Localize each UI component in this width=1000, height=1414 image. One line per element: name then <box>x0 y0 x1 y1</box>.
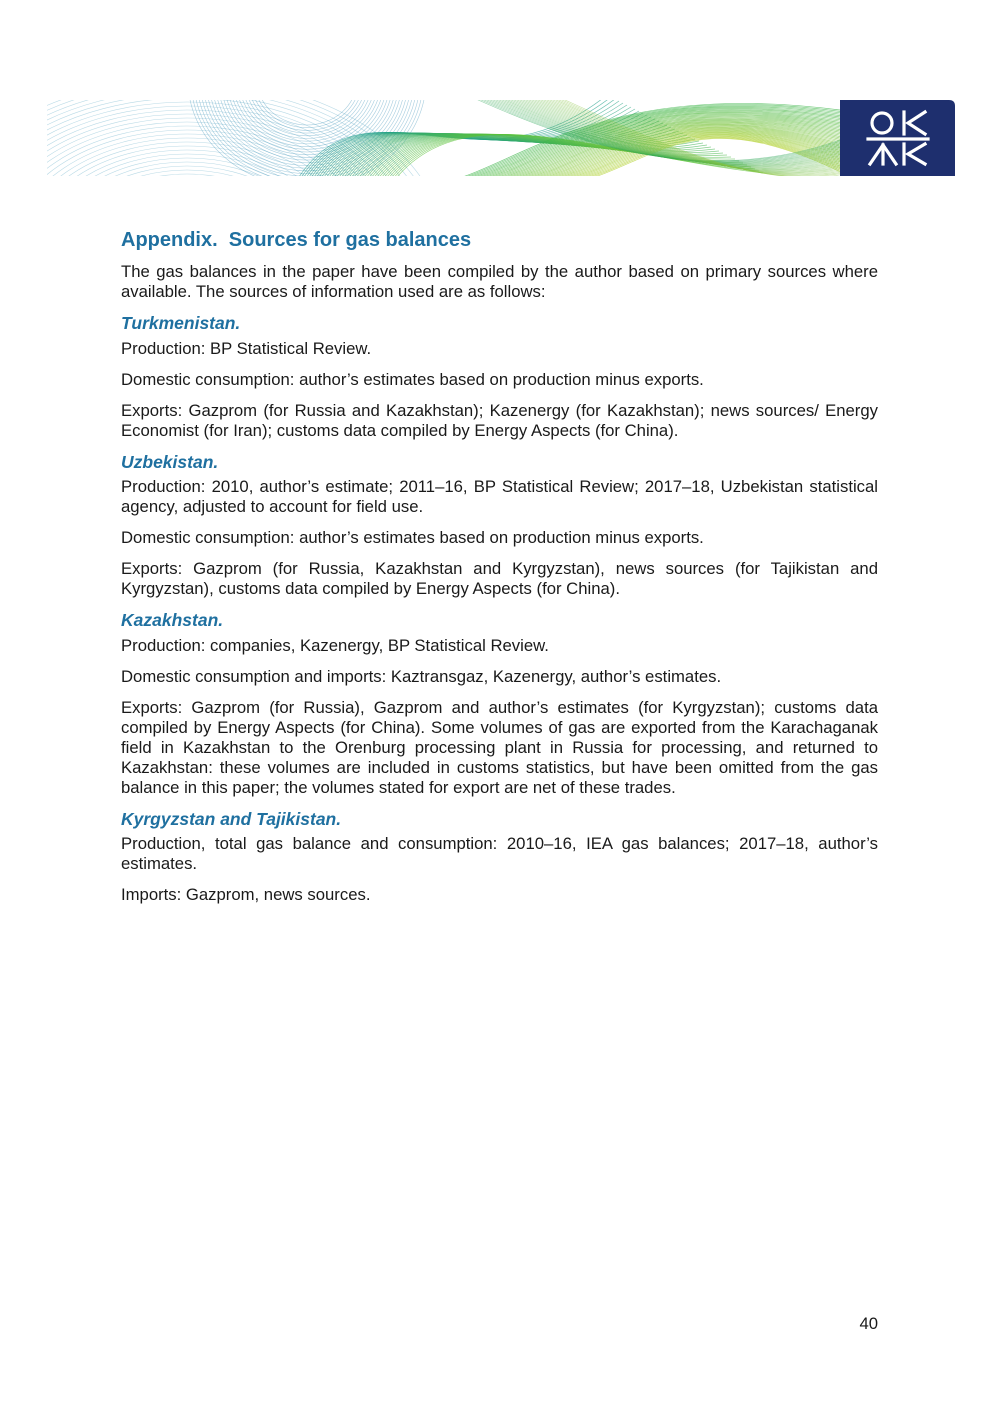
section-paragraph: Imports: Gazprom, news sources. <box>121 885 371 904</box>
section-heading: Uzbekistan. <box>121 451 219 472</box>
banner-wave-line <box>47 134 361 176</box>
section-heading: Turkmenistan. <box>121 313 241 333</box>
banner-wave-line <box>251 100 363 130</box>
section-heading: Kazakhstan. <box>121 610 224 630</box>
banner-wave-line <box>248 100 366 133</box>
banner-wave-line <box>47 130 367 176</box>
header-banner <box>47 100 955 176</box>
section-paragraph: Exports: Gazprom (for Russia), Gazprom and author’s estimates (for Kyrgyzstan); customs data compiled by Energy Aspects (for China). Some volumes of gas are exported from the Karachaganak field in Kazakhstan to the Orenburg processing plant in Russia for processing, and returned to Kazakhstan: these volumes are included in customs statistics, but have been omitted from the gas balance in this paper; the volumes stated for export are net of these trades. <box>121 697 878 797</box>
section-paragraph: Domestic consumption: author’s estimates based on production minus exports. <box>121 369 704 389</box>
appendix-intro: The gas balances in the paper have been compiled by the author based on primary sources where available. The sources of information used are as follows: <box>121 262 878 301</box>
page-number: 40 <box>859 1314 878 1333</box>
section-paragraph: Production, total gas balance and consumption: 2010–16, IEA gas balances; 2017–18, author’s estimates. <box>121 834 878 873</box>
section-paragraph: Production: 2010, author’s estimate; 2011–16, BP Statistical Review; 2017–18, Uzbekistan statistical agency, adjusted to account for field use. <box>121 477 878 516</box>
banner-waves <box>47 100 840 176</box>
banner-wave-line <box>257 100 357 125</box>
section-paragraph: Exports: Gazprom (for Russia, Kazakhstan and Kyrgyzstan), news sources (for Tajikistan and Kyrgyzstan), customs data compiled by Energy Aspects (for China). <box>121 559 878 598</box>
section-paragraph: Exports: Gazprom (for Russia and Kazakhstan); Kazenergy (for Kazakhstan); news sources/ Energy Economist (for Iran); customs data compiled by Energy Aspects (for China). <box>121 400 878 440</box>
banner-wave-line <box>47 154 331 176</box>
appendix-body <box>121 229 878 916</box>
section-paragraph: Domestic consumption: author’s estimates based on production minus exports. <box>121 528 704 547</box>
section-paragraph: Production: companies, Kazenergy, BP Statistical Review. <box>121 635 549 655</box>
section-kazakhstan <box>121 610 878 798</box>
section-kyrgyzstan-tajikistan <box>121 809 878 906</box>
section-paragraph: Domestic consumption and imports: Kaztransgaz, Kazenergy, author’s estimates. <box>121 666 722 686</box>
appendix-title: Appendix. Sources for gas balances <box>121 229 472 251</box>
section-heading: Kyrgyzstan and Tajikistan. <box>121 808 342 829</box>
section-uzbekistan <box>121 452 878 600</box>
section-turkmenistan <box>121 313 878 441</box>
section-paragraph: Production: BP Statistical Review. <box>121 338 372 358</box>
oies-logo <box>840 100 955 176</box>
